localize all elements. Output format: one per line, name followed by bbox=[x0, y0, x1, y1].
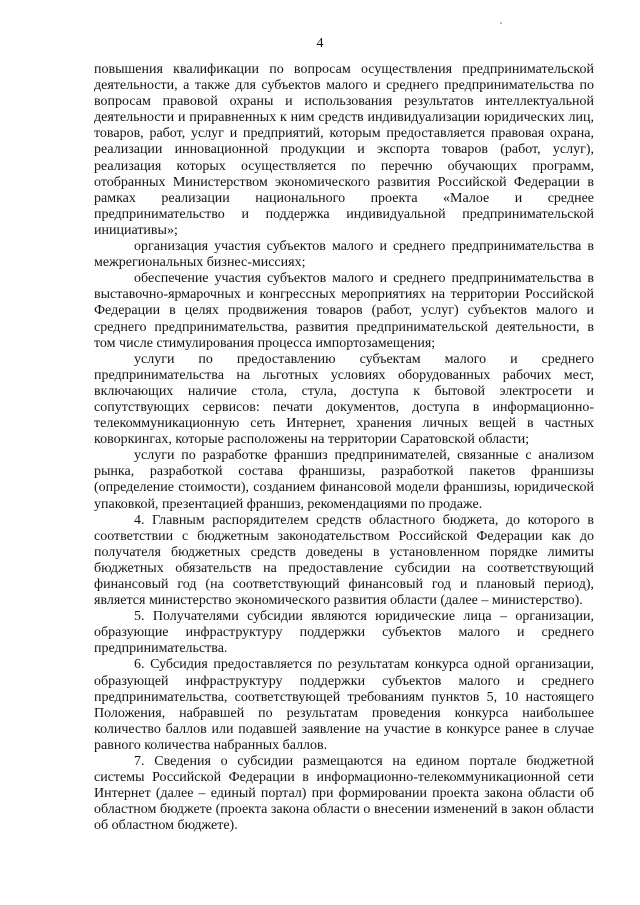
paragraph-clause-6: 6. Субсидия предоставляется по результатам конкурса одной организации, образующей инфраструктуру поддержки субъектов малого и среднего предпринимательства, соответствующей требованиям пунктов 5, 10 настоящего Положения, набравшей по результатам проведения конкурса наибольшее количество баллов или подавшей заявление на участие в конкурсе ранее в случае равного количества набранных баллов. bbox=[94, 657, 594, 753]
scan-dot bbox=[500, 22, 502, 24]
paragraph-clause-4: 4. Главным распорядителем средств областного бюджета, до которого в соответствии с бюджетным законодательством Российской Федерации как до получателя бюджетных средств доведены в установленном порядке лимиты бюджетных обязательств на предоставление субсидии на соответствующий финансовый год (на соответствующий финансовый год и плановый период), является министерство экономического развития области (далее – министерство). bbox=[94, 512, 594, 609]
paragraph-coworking: услуги по предоставлению субъектам малого и среднего предпринимательства на льготных условиях оборудованных рабочих мест, включающих наличие стола, стула, доступа к бытовой электросети и сопутствующих сервисов: печати документов, доступа в информационно-телекоммуникационную сеть Интернет, хранения личных вещей в частных коворкингах, которые расположены на территории Саратовской области; bbox=[94, 351, 594, 448]
paragraph-continuation: повышения квалификации по вопросам осуществления предпринимательской деятельности, а также для субъектов малого и среднего предпринимательства по вопросам правовой охраны и использования результатов интеллектуальной деятельности и приравненных к ним средств индивидуализации юридических лиц, товаров, работ, услуг и предприятий, которым предоставляется правовая охрана, реализации инновационной продукции и экспорта товаров (работ, услуг), реализация которых осуществляется по перечню обучающих программ, отобранных Министерством экономического развития Российской Федерации в рамках реализации национального проекта «Малое и среднее предпринимательство и поддержка индивидуальной предпринимательской инициативы»; bbox=[94, 62, 594, 238]
paragraph-franchise: услуги по разработке франшиз предпринимателей, связанные с анализом рынка, разработкой состава франшизы, разработкой пакетов франшизы (определение стоимости), созданием финансовой модели франшизы, юридической упаковкой, презентацией франшиз, рекомендациями по продаже. bbox=[94, 448, 594, 512]
paragraph-interregional-missions: организация участия субъектов малого и среднего предпринимательства в межрегиональных бизнес-миссиях; bbox=[94, 239, 594, 271]
document-body bbox=[94, 62, 594, 835]
page-number: 4 bbox=[316, 36, 324, 51]
paragraph-clause-5: 5. Получателями субсидии являются юридические лица – организации, образующие инфраструктуру поддержки субъектов малого и среднего предпринимательства. bbox=[94, 609, 594, 657]
paragraph-exhibitions: обеспечение участия субъектов малого и среднего предпринимательства в выставочно-ярмарочных и конгрессных мероприятиях на территории Российской Федерации в целях продвижения товаров (работ, услуг) субъектов малого и среднего предпринимательства, развития предпринимательской деятельности, в том числе стимулирования процесса импортозамещения; bbox=[94, 271, 594, 351]
paragraph-clause-7: 7. Сведения о субсидии размещаются на едином портале бюджетной системы Российской Федерации в информационно-телекоммуникационной сети Интернет (далее – единый портал) при формировании проекта закона области об областном бюджете (проекта закона области о внесении изменений в закон области об областном бюджете). bbox=[94, 754, 594, 834]
